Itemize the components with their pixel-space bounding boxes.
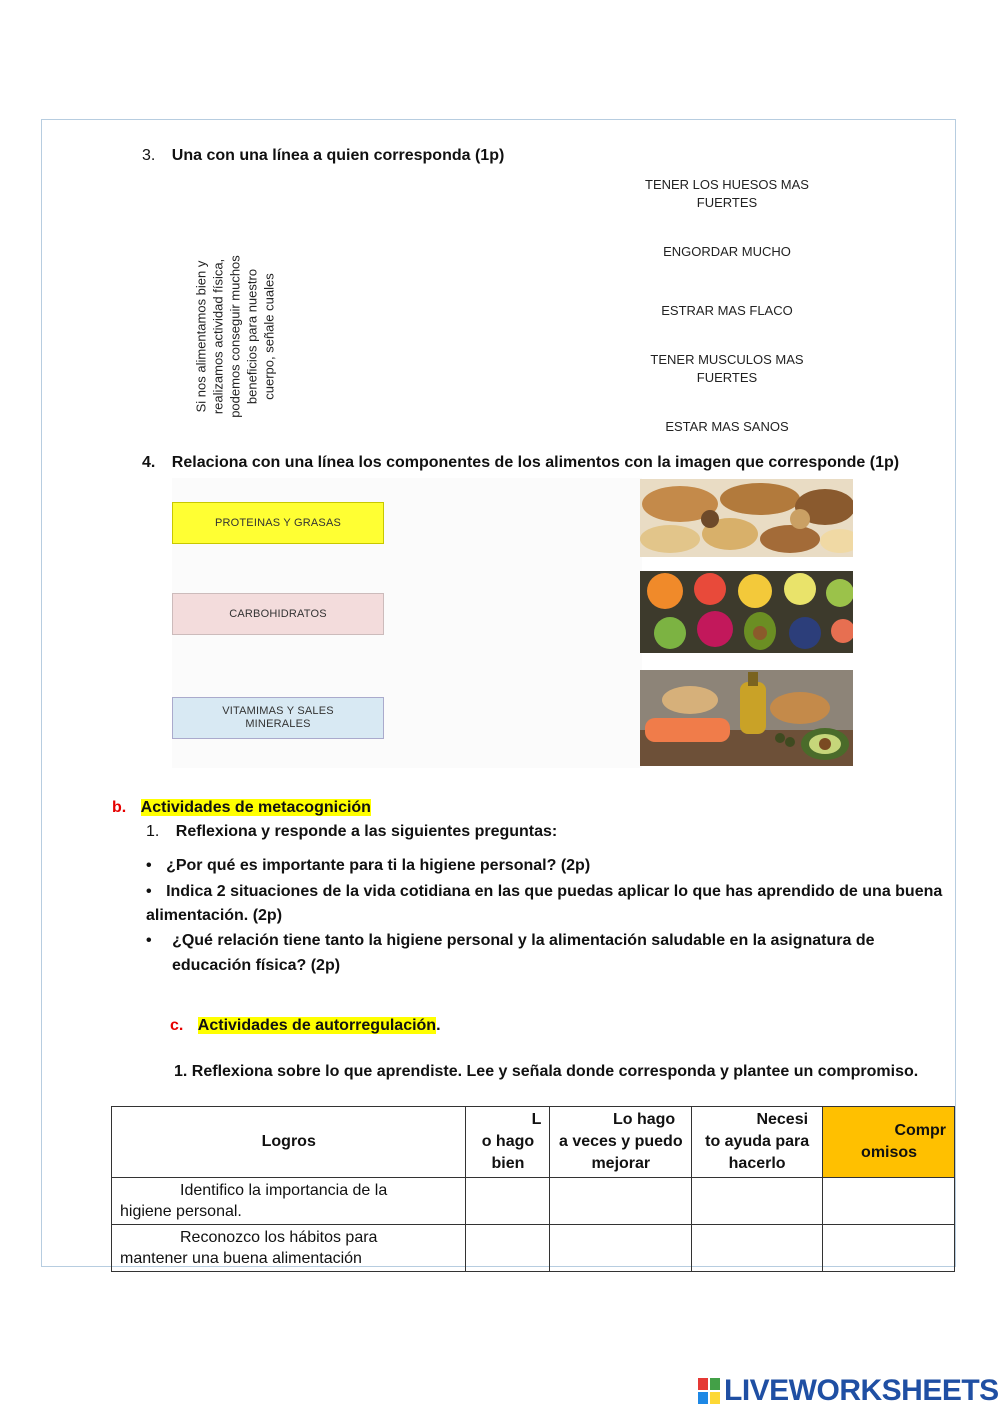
check-cell[interactable] <box>550 1178 692 1225</box>
section-c-heading <box>170 1017 441 1035</box>
check-cell[interactable] <box>692 1225 823 1272</box>
logro-cell: Reconozco los hábitos para mantener una buena alimentación <box>112 1225 466 1272</box>
question-1 <box>146 857 590 875</box>
bullet-icon: • <box>146 857 152 874</box>
section-b-item-text: Reflexiona y responde a las siguientes preguntas: <box>175 823 558 840</box>
logro-cell: Identifico la importancia de la higiene personal. <box>112 1178 466 1225</box>
option-healthier[interactable]: ESTAR MAS SANOS <box>665 419 789 434</box>
compromiso-cell[interactable] <box>823 1178 955 1225</box>
section-4-heading <box>142 454 899 472</box>
option-stronger-muscles[interactable]: TENER MUSCULOS MAS FUERTES <box>650 352 804 385</box>
section-c-title: Actividades de autorregulación <box>197 1017 437 1034</box>
check-cell[interactable] <box>550 1225 692 1272</box>
table-header-row <box>112 1107 955 1178</box>
table-row <box>112 1178 955 1225</box>
fruits-and-vegetables-photo[interactable] <box>640 571 853 653</box>
header-a-veces: Lo hago a veces y puedo mejorar <box>550 1107 692 1178</box>
question-1-text: ¿Por qué es importante para ti la higiene personal? (2p) <box>166 857 591 874</box>
fish-oil-nuts-avocado-photo[interactable] <box>640 670 853 766</box>
fats-illustration <box>640 670 853 766</box>
option-gain-weight[interactable]: ENGORDAR MUCHO <box>663 244 791 259</box>
vertical-statement <box>180 234 340 418</box>
label-vitaminas-minerales[interactable] <box>172 697 384 739</box>
section-b-item-number: 1. <box>146 823 160 840</box>
section-4-title: Relaciona con una línea los componentes de los alimentos con la imagen que corresponde (1p) <box>171 454 900 471</box>
grains-and-bread-photo[interactable] <box>640 479 853 557</box>
header-lo-hago-bien: L o hago bien <box>466 1107 550 1178</box>
question-2-text: Indica 2 situaciones de la vida cotidiana en las que puedas aplicar lo que has aprendido de una buena <box>166 883 943 900</box>
section-c-instruction: 1. Reflexiona sobre lo que aprendiste. Lee y señala donde corresponda y plantee un compromiso. <box>174 1063 919 1080</box>
section-c-letter: c. <box>170 1017 184 1034</box>
header-necesito-ayuda: Necesi to ayuda para hacerlo <box>692 1107 823 1178</box>
question-2 <box>146 883 942 901</box>
section-3-heading <box>142 147 504 165</box>
liveworksheets-logo-icon <box>698 1378 720 1404</box>
bullet-icon: • <box>146 932 152 949</box>
section-b-title: Actividades de metacognición <box>140 799 371 816</box>
check-cell[interactable] <box>692 1178 823 1225</box>
liveworksheets-brand[interactable]: LIVEWORKSHEETS <box>724 1374 999 1407</box>
check-cell[interactable] <box>466 1225 550 1272</box>
option-stronger-bones[interactable]: TENER LOS HUESOS MAS FUERTES <box>645 177 809 210</box>
section-b-letter: b. <box>112 799 127 816</box>
question-2-continuation: alimentación. (2p) <box>146 907 283 924</box>
logros-table <box>111 1106 955 1272</box>
label-carbohidratos-text: CARBOHIDRATOS <box>229 607 327 620</box>
label-vitaminas-minerales-text: VITAMIMAS Y SALES MINERALES <box>222 705 334 730</box>
table-row <box>112 1225 955 1272</box>
label-proteinas-grasas[interactable] <box>172 502 384 544</box>
section-3-title: Una con una línea a quien corresponda (1p) <box>171 147 505 164</box>
section-3-number: 3. <box>142 147 156 164</box>
compromiso-cell[interactable] <box>823 1225 955 1272</box>
label-carbohidratos[interactable] <box>172 593 384 635</box>
grains-illustration <box>640 479 853 557</box>
vertical-statement-text: Si nos alimentamos bien y realizamos actividad física, podemos conseguir muchos beneficios para nuestro cuerpo, señale cuales <box>193 255 277 418</box>
section-b-heading <box>112 799 371 817</box>
option-thinner[interactable]: ESTRAR MAS FLACO <box>661 303 793 318</box>
section-4-number: 4. <box>142 454 156 471</box>
bullet-icon: • <box>146 883 152 900</box>
question-3-text: ¿Qué relación tiene tanto la higiene personal y la alimentación saludable en la asignatura de <box>172 932 875 949</box>
header-logros: Logros <box>112 1107 466 1178</box>
fruits-illustration <box>640 571 853 653</box>
question-3-continuation: educación física? (2p) <box>172 957 341 974</box>
label-proteinas-grasas-text: PROTEINAS Y GRASAS <box>214 516 342 529</box>
check-cell[interactable] <box>466 1178 550 1225</box>
section-c-period: . <box>436 1017 441 1034</box>
section-b-item <box>146 823 557 841</box>
question-3 <box>146 932 874 950</box>
header-compromisos: Compr omisos <box>823 1107 955 1178</box>
